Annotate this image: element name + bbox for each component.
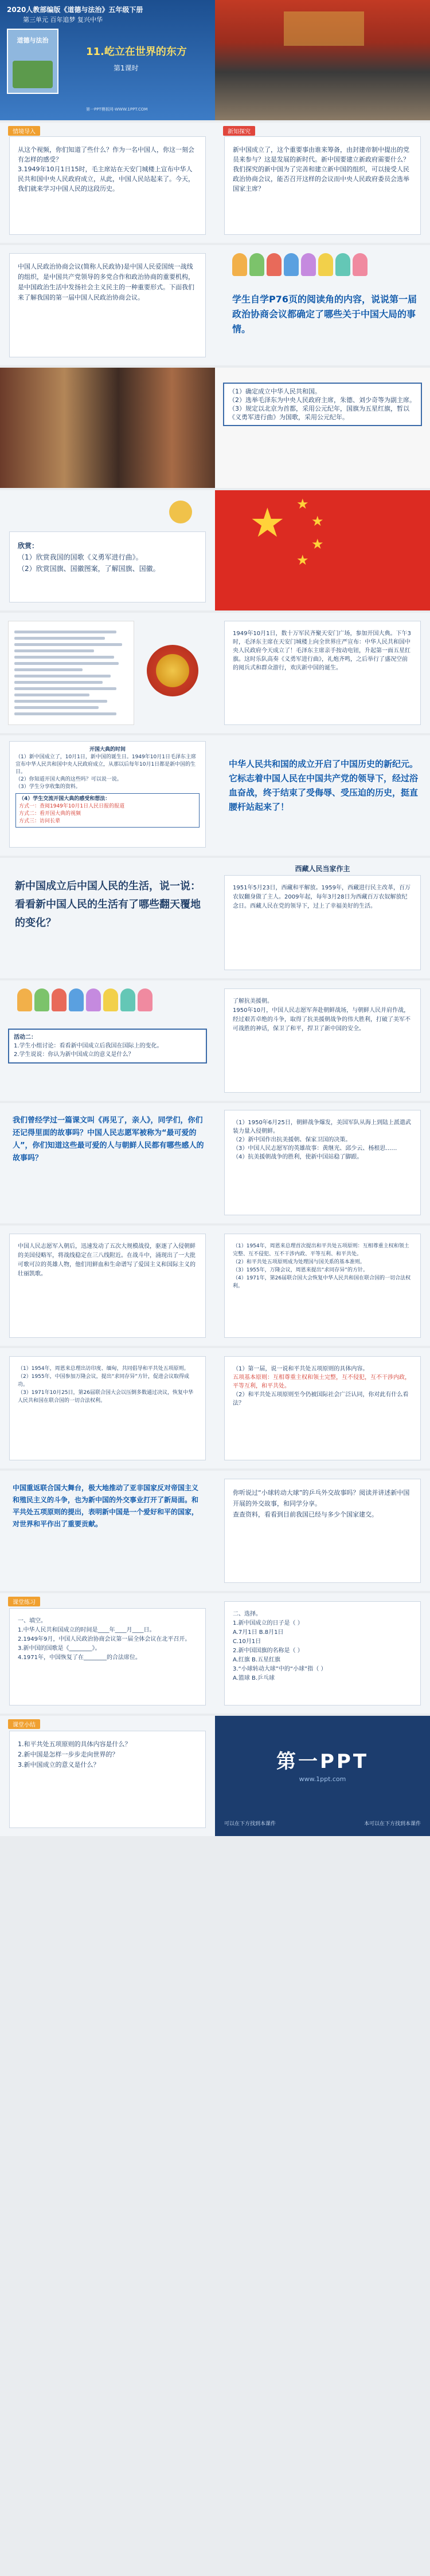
intro-tag: 情境导入	[8, 126, 40, 136]
text-line	[14, 700, 107, 703]
summary-item: 3.新中国成立的意义是什么？	[18, 1761, 100, 1768]
appreciation-heading: 欣赏：	[18, 542, 39, 550]
page-background	[0, 1838, 430, 2576]
footer-left-note: 可以在下方找到本课件	[224, 1821, 276, 1827]
cover-left	[0, 0, 215, 120]
text-line	[14, 637, 105, 640]
conference-decisions-box	[223, 383, 422, 426]
slide3-right-text: 学生自学P76页的阅读角的内容，说说第一届政治协商会议都确定了哪些关于中国大局的事情。	[232, 294, 417, 334]
cover-right-photo	[215, 0, 430, 120]
ppt-logo: 第一PPT	[276, 1750, 369, 1773]
summary-box	[9, 1731, 206, 1828]
summary-tag: 课堂小结	[8, 1719, 40, 1729]
tibet-title: 西藏人民当家作主	[295, 865, 350, 873]
slide4-right	[215, 368, 430, 488]
choice-item: A.篮球 B.乒乓球	[233, 1675, 275, 1681]
slide9-right	[215, 980, 430, 1101]
choice-item: 1.新中国成立的日子是（ ）	[233, 1620, 303, 1626]
fill-blank-exercise	[9, 1608, 206, 1705]
five-principles-item: （2）和平共处五项原则至今仍被国际社会广泛认同，你对此有什么看法？	[233, 1392, 409, 1407]
slide-12	[0, 1348, 430, 1468]
child-figure	[34, 988, 49, 1011]
slide-10	[0, 1103, 430, 1223]
text-line	[14, 668, 83, 671]
slide2-right-text: 新中国成立了，这个重要事由谁来筹备，由封建帝制中提出的党员来参与？这是发展的新时代。新中国要建立新政府需要什么？我们探究的新中国为了完善和建立新中国的组织，可以接受人民政治协商会议，能否召开这样的会议而中央人民政府委员会选举国家主席？	[224, 136, 421, 235]
slide-15	[0, 1716, 430, 1836]
slide3-left	[0, 245, 215, 365]
korean-war-item: （2）新中国作出抗美援朝、保家卫国的决策。	[233, 1137, 351, 1143]
slide2-left	[0, 123, 215, 243]
slide-7	[0, 735, 430, 856]
text-line	[14, 681, 103, 684]
volunteer-army-text: 中国人民志愿军入朝后，迅速发动了五次大规模战役，驱逐了入侵朝鲜的美国侵略军，将战线稳定在三八线附近。在战斗中，涌现出了一大批可歌可泣的英雄人物，他们用鲜血和生命谱写了爱国主义和国际主义的壮丽凯歌。	[9, 1234, 206, 1338]
activity-item: 1.学生小组讨论：看看新中国成立后我国在国际上的变化。	[14, 1043, 163, 1049]
child-figure	[232, 253, 247, 276]
text-line	[14, 656, 114, 659]
children-illustration	[232, 253, 368, 276]
slide2-left-text: 从这个视频，你们知道了些什么？作为一名中国人，你这一刻会有怎样的感受？ 3.1949年10月1日15时，毛主席站在天安门城楼上宣布中华人民共和国中央人民政府成立，从此，中国人民站起来了。今天，我们就来学习中国人民的这段历史。	[9, 136, 206, 235]
flag-small-star: ★	[311, 513, 324, 529]
diplomacy-item: （1）1954年，周恩来总理首次提出和平共处五项原则：互相尊重主权和领土完整、互不侵犯、互不干涉内政、平等互利、和平共处。	[233, 1243, 409, 1257]
un-return-text: 中国重返联合国大舞台，极大地推动了亚非国家反对帝国主义和殖民主义的斗争，也为新中国的外交事业打开了新局面。和平共处五项原则的提出，表明新中国是一个爱好和平的国家，对世界和平作出了重要贡献。	[13, 1484, 199, 1528]
slide-5	[0, 490, 430, 610]
choice-item: 2.新中国国旗的名称是（ ）	[233, 1648, 303, 1654]
beloved-people-question: 我们曾经学过一篇课文叫《再见了，亲人》，同学们，你们还记得里面的故事吗？中国人民志愿军被称为“最可爱的人”，你们知道这些最可爱的人与朝鲜人民都有哪些感人的故事吗？	[13, 1116, 204, 1163]
speaker-icon	[169, 501, 192, 523]
exercise-item: 一、填空。	[18, 1618, 46, 1624]
slide10-left	[0, 1103, 215, 1223]
tibet-text: 1951年5月23日，西藏和平解放。1959年，西藏进行民主改革，百万农奴翻身做了主人。2009年起，每年3月28日为西藏百万农奴解放纪念日。西藏人民在党的领导下，过上了幸福美好的生活。	[224, 875, 421, 970]
choice-item: A.红旗 B.五星红旗	[233, 1657, 281, 1663]
child-figure	[335, 253, 350, 276]
slide8-right	[215, 858, 430, 978]
foreign-policy-item: （2）1955年，中国参加万隆会议，提出“求同存异”方针，促进会议取得成功。	[18, 1374, 189, 1388]
child-figure	[17, 988, 32, 1011]
diplomacy-item: （3）1955年，万隆会议，周恩来提出“求同存异”的方针。	[233, 1267, 368, 1273]
book-cover-label: 道德与法治	[17, 37, 49, 44]
text-line	[14, 687, 116, 690]
new-era-text: 中华人民共和国的成立开启了中国历史的新纪元。它标志着中国人民在中国共产党的领导下，经过浴血奋战，终于结束了受侮辱、受压迫的历史，挺直腰杆站起来了！	[229, 759, 419, 812]
slide5-right	[215, 490, 430, 610]
sharing-method: 方式三：访问长辈	[19, 818, 61, 824]
sharing-method: 方式一：查阅1949年10月1日人民日报的报道	[19, 803, 125, 809]
conference-photo	[0, 368, 215, 488]
slide-13	[0, 1471, 430, 1591]
sharing-method: 方式二：看开国大典的视频	[19, 811, 81, 817]
text-line	[14, 649, 94, 652]
document-page	[8, 621, 134, 725]
slide13-right	[215, 1471, 430, 1591]
footer-right-note: 本可以在下方找到本课件	[363, 1821, 421, 1827]
ceremony-time-item: （2）你知道开国大典的这些吗？可以说一说。	[15, 777, 122, 782]
exercise-item: 1.中华人民共和国成立的时间是____年____月____日。	[18, 1627, 155, 1633]
choice-item: 二、选择。	[233, 1611, 261, 1617]
activity-item: 2.学生说说：你认为新中国成立的意义是什么？	[14, 1051, 134, 1058]
practice-tag: 课堂练习	[8, 1597, 40, 1606]
foreign-policy-item: （1）1954年，周恩来总理出访印度、缅甸，共同倡导和平共处五项原则。	[18, 1366, 189, 1372]
child-figure	[249, 253, 264, 276]
text-line	[14, 694, 89, 696]
national-emblem-icon	[147, 645, 198, 696]
ceremony-time-heading: 开国大典的时间	[89, 747, 126, 753]
children-illustration	[17, 988, 153, 1011]
slide9-left	[0, 980, 215, 1101]
slide4-left	[0, 368, 215, 488]
child-figure	[284, 253, 299, 276]
lesson-period: 第1课时	[114, 64, 139, 72]
slide-14	[0, 1593, 430, 1714]
cover-header-line2: 第三单元 百年追梦 复兴中华	[23, 16, 103, 23]
child-figure	[103, 988, 118, 1011]
slide-2	[0, 123, 430, 243]
national-flag	[215, 490, 430, 610]
lesson-title: 11.屹立在世界的东方	[86, 46, 187, 58]
five-principles-item: （1）第一届，说一说和平共处五项原则的具体内容。	[233, 1366, 369, 1372]
slide-3	[0, 245, 430, 365]
five-principles-box	[224, 1356, 421, 1460]
ceremony-time-box	[9, 741, 206, 848]
slide-4	[0, 368, 430, 488]
choice-item: 3.“小球转动大球”中的“小球”指（ ）	[233, 1666, 327, 1672]
slide15-right	[215, 1716, 430, 1836]
child-figure	[318, 253, 333, 276]
slide3-left-text: 中国人民政治协商会议(简称人民政协)是中国人民爱国统一战线的组织，是中国共产党领导的多党合作和政治协商的重要机构，是中国政治生活中发扬社会主义民主的一种重要形式。下面我们来了解我国的第一届中国人民政治协商会议。	[9, 253, 206, 357]
child-figure	[86, 988, 101, 1011]
activity-label: 活动二：	[14, 1034, 37, 1041]
text-line	[14, 712, 116, 715]
slide14-right	[215, 1593, 430, 1714]
child-figure	[301, 253, 316, 276]
slide12-left	[0, 1348, 215, 1468]
exercise-item: 3.新中国的国歌是《________》。	[18, 1645, 101, 1652]
ping-pong-diplomacy-text: 你听说过“小球转动大球”的乒乓外交故事吗？阅读并讲述新中国开展的外交故事，和同学分享。 查查资料，看看到目前我国已经与多少个国家建交。	[224, 1479, 421, 1583]
choice-item: C.10月1日	[233, 1638, 261, 1645]
child-figure	[267, 253, 282, 276]
korean-war-item: （4）抗美援朝战争的胜利，使新中国站稳了脚跟。	[233, 1154, 363, 1160]
slide8-left	[0, 858, 215, 978]
child-figure	[353, 253, 368, 276]
appreciation-item: （2）欣赏国旗、国徽图案，了解国旗、国徽。	[18, 565, 160, 573]
slide7-left	[0, 735, 215, 856]
exercise-item: 4.1971年，中国恢复了在________的合法席位。	[18, 1655, 141, 1661]
choice-exercise	[224, 1601, 421, 1705]
slide-8	[0, 858, 430, 978]
foreign-policy-list	[9, 1356, 206, 1460]
ppt-site: www.1ppt.com	[299, 1775, 346, 1783]
sharing-methods-title: （4）学生交流开国大典的感受和想法：	[19, 796, 111, 802]
child-figure	[138, 988, 153, 1011]
decision-item: （2）选举毛泽东为中央人民政府主席，朱德、刘少奇等为副主席。	[229, 396, 416, 404]
ceremony-time-item: （1）新中国成立了，10月1日，新中国的诞生日。1949年10月1日毛泽东主席宣布中华人民共和国中央人民政府成立，从那以后每年10月1日都是新中国的生日。	[15, 754, 196, 775]
flag-big-star: ★	[249, 499, 286, 546]
text-line	[14, 662, 119, 665]
foreign-policy-item: （3）1971年10月25日，第26届联合国大会以压倒多数通过决议，恢复中华人民共和国在联合国的一切合法权利。	[18, 1390, 193, 1404]
summary-item: 1.和平共处五项原则的具体内容是什么？	[18, 1740, 131, 1748]
child-figure	[52, 988, 67, 1011]
five-principles-item: 五项基本原则：互相尊重主权和领土完整，互不侵犯，互不干涉内政，平等互利，和平共处。	[233, 1374, 411, 1389]
founding-ceremony-text: 1949年10月1日，数十万军民齐聚天安门广场，参加开国大典。下午3时，毛泽东主席在天安门城楼上向全世界庄严宣布：中华人民共和国中央人民政府今天成立了！毛泽东主席亲手按动电钮，升起第一面五星红旗。这时乐队高奏《义勇军进行曲》，礼炮齐鸣，之后举行了盛况空前的阅兵式和群众游行，欢庆新中国的诞生。	[224, 621, 421, 725]
exercise-item: 2.1949年9月，中国人民政治协商会议第一届全体会议在北平召开。	[18, 1636, 191, 1643]
ceremony-time-item: （3）学生分享收集的资料。	[15, 784, 81, 790]
text-line	[14, 631, 116, 633]
slide15-left	[0, 1716, 215, 1836]
slide6-right	[215, 613, 430, 733]
appreciation-box	[9, 531, 206, 602]
choice-item: A.7月1日 B.8月1日	[233, 1629, 284, 1636]
slide14-left	[0, 1593, 215, 1714]
slide2-right	[215, 123, 430, 243]
slide7-right	[215, 735, 430, 856]
diplomacy-item: （2）和平共处五项原则成为处理国与国关系的基本准则。	[233, 1259, 365, 1265]
diplomacy-list	[224, 1234, 421, 1338]
child-figure	[69, 988, 84, 1011]
slide-6	[0, 613, 430, 733]
slide-9	[0, 980, 430, 1101]
slide11-right	[215, 1226, 430, 1346]
diplomacy-item: （4）1971年，第26届联合国大会恢复中华人民共和国在联合国的一切合法权利。	[233, 1275, 411, 1289]
decision-item: （3）规定以北京为首都，采用公元纪年，国旗为五星红旗，暂以《义勇军进行曲》为国歌，采用公元纪年。	[229, 405, 409, 421]
lantern-decoration	[284, 11, 364, 46]
text-line	[14, 643, 122, 646]
korean-war-item: （1）1950年6月25日，朝鲜战争爆发，美国军队从海上到陆上派遣武装力量入侵朝鲜。	[233, 1120, 411, 1135]
cover-header-line1: 2020人教部编版《道德与法治》五年级下册	[7, 6, 143, 14]
text-line	[14, 675, 111, 678]
child-figure	[120, 988, 135, 1011]
text-line	[14, 706, 99, 709]
life-change-question: 新中国成立后中国人民的生活，说一说：看看新中国人民的生活有了哪些翻天覆地的变化？	[15, 880, 201, 929]
decision-item: （1）确定成立中华人民共和国。	[229, 388, 321, 395]
slide13-left	[0, 1471, 215, 1591]
sharing-methods-box	[15, 793, 200, 828]
slide10-right	[215, 1103, 430, 1223]
slide-cover	[0, 0, 430, 120]
flag-small-star: ★	[311, 536, 324, 552]
slide5-left	[0, 490, 215, 610]
summary-item: 2.新中国是怎样一步步走向世界的？	[18, 1751, 119, 1758]
korean-war-text: 了解抗美援朝。 1950年10月，中国人民志愿军奔赴朝鲜战场，与朝鲜人民并肩作战，经过艰苦卓绝的斗争，取得了抗美援朝战争的伟大胜利，打破了美军不可战胜的神话，保卫了和平，捍卫了新中国的安全。	[224, 988, 421, 1093]
slide3-right	[215, 245, 430, 365]
activity-two-box	[8, 1029, 207, 1064]
new-lesson-tag: 新知探究	[223, 126, 255, 136]
flag-small-star: ★	[296, 496, 309, 512]
slide12-right	[215, 1348, 430, 1468]
korean-war-item: （3）中国人民志愿军的英雄故事：黄继光、邱少云、杨根思……	[233, 1145, 397, 1152]
slide11-left	[0, 1226, 215, 1346]
book-cover	[7, 29, 58, 94]
korean-war-list	[224, 1110, 421, 1215]
flag-small-star: ★	[296, 552, 309, 568]
slide6-left	[0, 613, 215, 733]
cover-watermark: 第一PPT模板网-WWW.1PPT.COM	[86, 107, 148, 112]
book-cover-illustration	[13, 61, 53, 88]
slide-11	[0, 1226, 430, 1346]
appreciation-item: （1）欣赏我国的国歌《义勇军进行曲》。	[18, 553, 143, 561]
